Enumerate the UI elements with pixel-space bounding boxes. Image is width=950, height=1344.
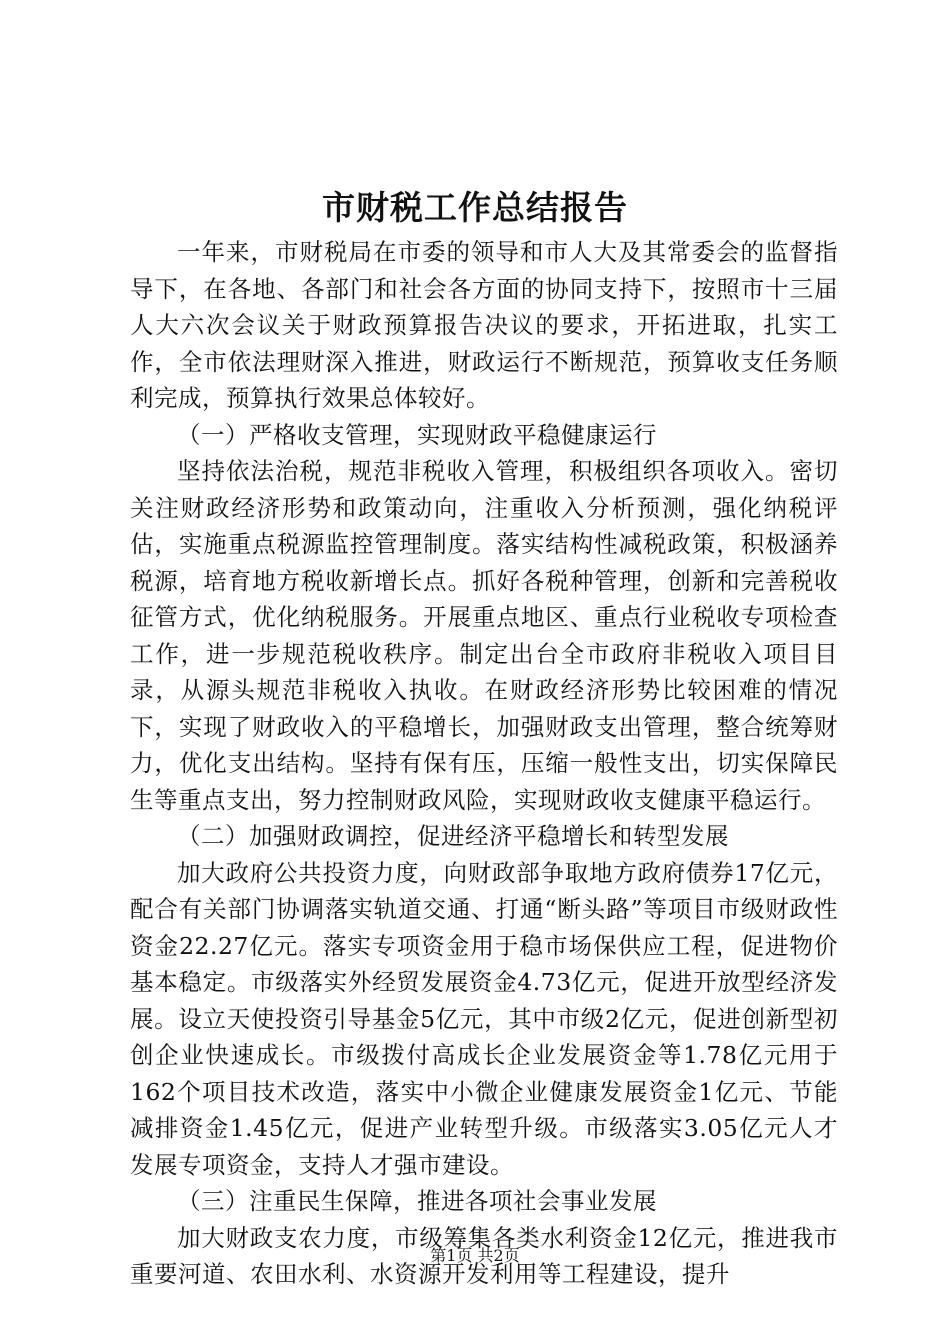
section-heading-3: （三）注重民生保障，推进各项社会事业发展 [177,1187,657,1215]
intro-paragraph: 一年来，市财税局在市委的领导和市人大及其常委会的监督指导下，在各地、各部门和社会各方面的协同支持下，按照市十三届人大六次会议关于财政预算报告决议的要求，开拓进取，扎实工作，全市依法理财深入推进，财政运行不断规范，预算收支任务顺利完成，预算执行效果总体较好。 [130,238,838,412]
section-2-paragraph: 加大政府公共投资力度，向财政部争取地方政府债券17亿元，配合有关部门协调落实轨道交通、打通“断头路”等项目市级财政性资金22.27亿元。落实专项资金用于稳市场保供应工程，促进物价基本稳定。市级落实外经贸发展资金4.73亿元，促进开放型经济发展。设立天使投资引导基金5亿元，其中市级2亿元，促进创新型初创企业快速成长。市级拨付高成长企业发展资金等1.78亿元用于162个项目技术改造，落实中小微企业健康发展资金1亿元、节能减排资金1.45亿元，促进产业转型升级。市级落实3.05亿元人才发展专项资金，支持人才强市建设。 [130,858,838,1179]
section-1-paragraph: 坚持依法治税，规范非税收入管理，积极组织各项收入。密切关注财政经济形势和政策动向，注重收入分析预测，强化纳税评估，实施重点税源监控管理制度。落实结构性减税政策，积极涵养税源，培育地方税收新增长点。抓好各税种管理，创新和完善税收征管方式，优化纳税服务。开展重点地区、重点行业税收专项检查工作，进一步规范税收秩序。制定出台全市政府非税收入项目目录，从源头规范非税收入执收。在财政经济形势比较困难的情况下，实现了财政收入的平稳增长，加强财政支出管理，整合统筹财力，优化支出结构。坚持有保有压，压缩一般性支出，切实保障民生等重点支出，努力控制财政风险，实现财政收支健康平稳运行。 [130,457,838,814]
document-body [130,234,838,1293]
section-heading-2: （二）加强财政调控，促进经济平稳增长和转型发展 [177,822,729,850]
section-heading-1: （一）严格收支管理，实现财政平稳健康运行 [177,420,657,449]
page-footer: 第1页 共2页 [430,1246,520,1265]
document-title: 市财税工作总结报告 [322,188,628,227]
section-3-paragraph: 加大财政支农力度，市级筹集各类水利资金12亿元，推进我市重要河道、农田水利、水资源开发利用等工程建设，提升 [130,1223,838,1288]
